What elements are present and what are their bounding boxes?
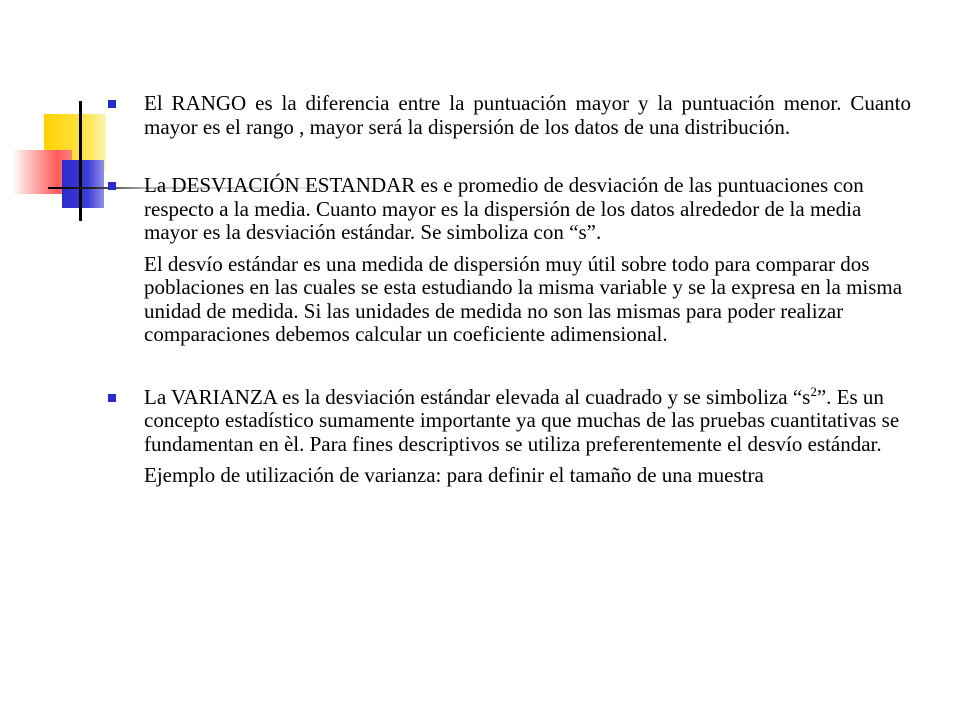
bullet-square-icon <box>108 182 116 190</box>
bullet-item-varianza <box>108 383 911 488</box>
varianza-text-after: ”. Es un concepto estadístico sumamente importante ya que muchas de las pruebas cuantitativas se fundamentan en èl. Para fines descriptivos se utiliza preferentemente el desvío estándar. <box>144 384 900 456</box>
varianza-subtext: Ejemplo de utilización de varianza: para definir el tamaño de una muestra <box>144 463 764 487</box>
varianza-text <box>144 383 911 457</box>
rango-text: El RANGO es la diferencia entre la puntuación mayor y la puntuación menor. Cuanto mayor es el rango , mayor será la dispersión de los datos de una distribución. <box>144 91 911 139</box>
bullet-item-desviacion <box>108 174 911 347</box>
varianza-superscript: 2 <box>810 383 817 399</box>
desviacion-subtext: El desvío estándar es una medida de dispersión muy útil sobre todo para comparar dos poblaciones en las cuales se esta estudiando la misma variable y se la expresa en la misma unidad de medida. Si las unidades de medida no son las mismas para poder realizar comparaciones debemos calcular un coeficiente adimensional. <box>144 251 903 346</box>
slide-content <box>108 92 911 488</box>
desviacion-text: La DESVIACIÓN ESTANDAR es e promedio de desviación de las puntuaciones con respecto a la media. Cuanto mayor es la dispersión de los datos alrededor de la media mayor es la desviación estándar. Se simboliza con “s”. <box>144 173 864 244</box>
bullet-item-rango <box>108 92 911 139</box>
decorative-vertical-line <box>79 101 82 221</box>
varianza-text-before: La VARIANZA es la desviación estándar elevada al cuadrado y se simboliza “s <box>144 384 811 409</box>
bullet-square-icon <box>108 100 116 108</box>
decorative-blue-square <box>62 160 104 208</box>
bullet-square-icon <box>108 394 116 402</box>
